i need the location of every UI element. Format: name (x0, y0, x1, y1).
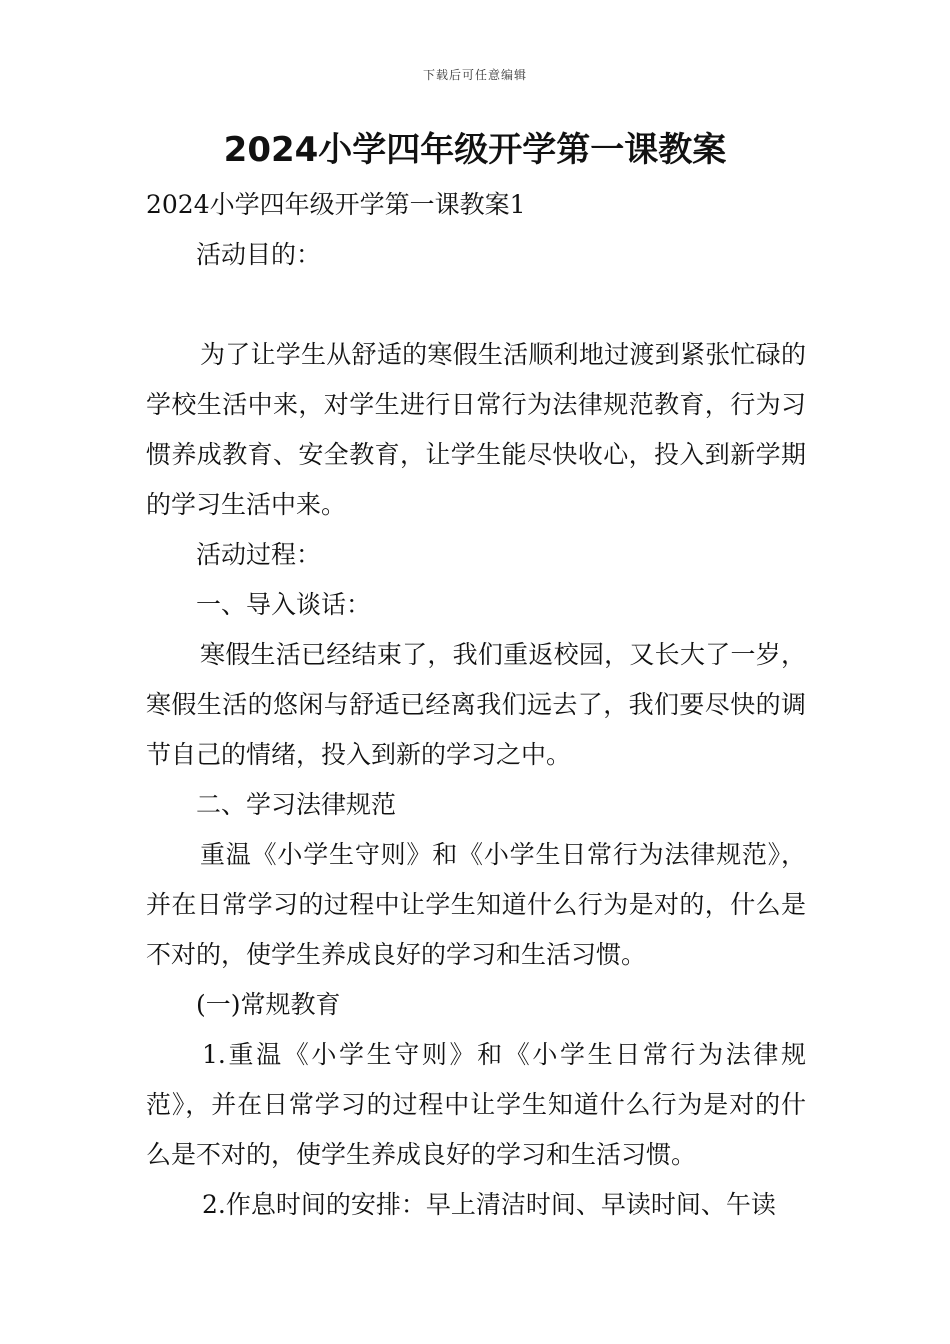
blank-gap (146, 280, 806, 330)
paragraph-section-two: 重温《小学生守则》和《小学生日常行为法律规范》，并在日常学习的过程中让学生知道什么行为是对的，什么是不对的，使学生养成良好的学习和生活习惯。 (146, 840, 806, 969)
paragraph-item-two: 2.作息时间的安排：早上清洁时间、早读时间、午读 (202, 1190, 776, 1219)
paragraph-routine-heading: (一)常规教育 (196, 990, 341, 1019)
paragraph-activity-goal-heading: 活动目的： (196, 240, 322, 269)
header-note: 下载后可任意编辑 (422, 68, 527, 82)
paragraph-section-two-heading: 二、学习法律规范 (196, 790, 397, 819)
paragraph-activity-goal: 为了让学生从舒适的寒假生活顺利地过渡到紧张忙碌的学校生活中来，对学生进行日常行为法律规范教育，行为习惯养成教育、安全教育，让学生能尽快收心，投入到新学期的学习生活中来。 (146, 340, 806, 519)
document-title: 2024小学四年级开学第一课教案 (223, 130, 727, 170)
paragraph-section-one: 寒假生活已经结束了，我们重返校园，又长大了一岁，寒假生活的悠闲与舒适已经离我们远去了，我们要尽快的调节自己的情绪，投入到新的学习之中。 (146, 640, 806, 769)
paragraph-section-one-heading: 一、导入谈话： (196, 590, 372, 619)
document-subtitle: 2024小学四年级开学第一课教案1 (146, 190, 526, 219)
document-body (146, 180, 806, 1230)
paragraph-activity-process-heading: 活动过程： (196, 540, 322, 569)
paragraph-item-one: 1.重温《小学生守则》和《小学生日常行为法律规范》，并在日常学习的过程中让学生知道什么行为是对的什么是不对的，使学生养成良好的学习和生活习惯。 (146, 1040, 806, 1169)
